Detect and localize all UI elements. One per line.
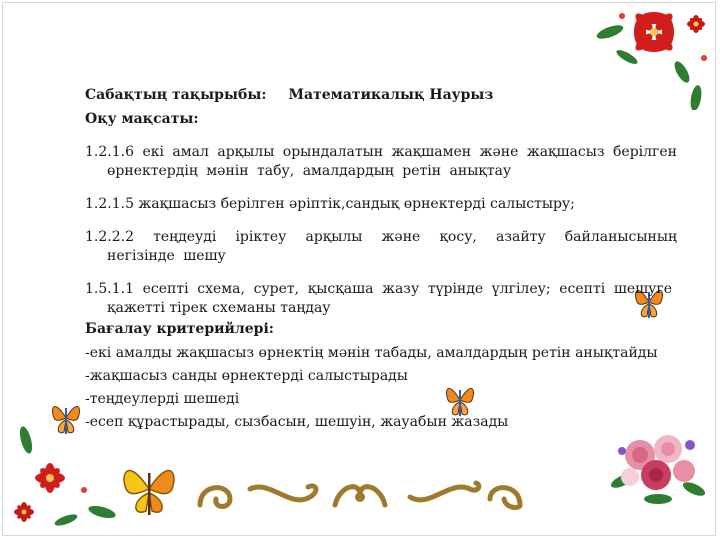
criteria-item: -жақшасыз санды өрнектерді салыстырады [85, 368, 408, 384]
lesson-content [85, 86, 677, 436]
topic-value: Математикалық Наурыз [288, 87, 494, 103]
criteria-item: -теңдеулерді шешеді [85, 391, 240, 407]
scroll-ornament-icon [190, 475, 530, 515]
topic-label: Сабақтың тақырыбы: [85, 87, 267, 103]
criteria-heading: Бағалау критерийлері: [85, 321, 274, 337]
objective-item: 1.2.1.5 жақшасыз берілген әріптік,сандық өрнектерді салыстыру; [85, 196, 575, 212]
objective-item: 1.2.1.6 екі амал арқылы орындалатын жақшамен және жақшасыз берілген өрнектердің мәнін табу, амалдардың ретін анықтау [85, 144, 677, 179]
objective-item: 1.5.1.1 есепті схема, сурет, қысқаша жазу түрінде үлгілеу; есепті шешуге қажетті тірек схеманы таңдау [85, 281, 672, 316]
butterfly-icon [50, 398, 82, 442]
rose-bouquet-icon [610, 425, 706, 507]
criteria-item: -есеп құрастырады, сызбасын, шешуін, жауабын жазады [85, 414, 509, 430]
objective-item: 1.2.2.2 теңдеуді іріктеу арқылы және қосу, азайту байланысының негізінде шешу [85, 229, 677, 264]
butterfly-icon [120, 455, 178, 525]
lesson-topic [85, 86, 677, 105]
objectives-heading: Оқу мақсаты: [85, 111, 199, 127]
criteria-item: -екі амалды жақшасыз өрнектің мәнін табады, амалдардың ретін анықтайды [85, 345, 658, 361]
